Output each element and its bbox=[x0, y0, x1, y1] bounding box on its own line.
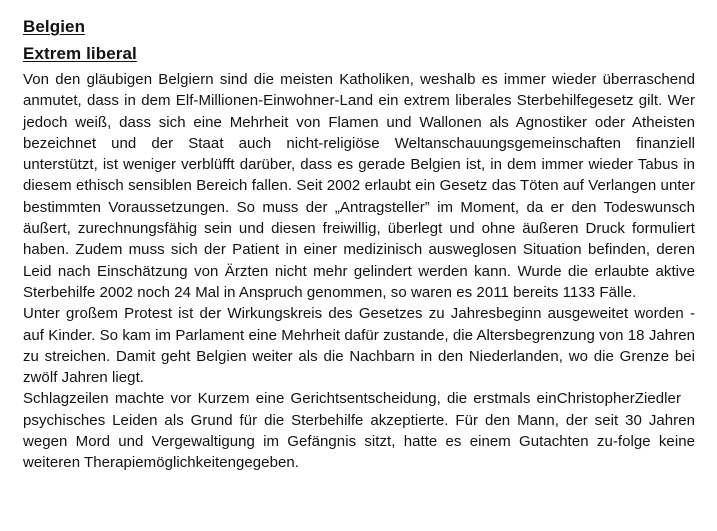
paragraph-intro: Von den gläubigen Belgiern sind die meisten Katholiken, weshalb es immer wieder überraschend anmutet, dass in dem Elf-Millionen-Einwohner-Land ein extrem liberales Sterbehilfegesetz gilt. Wer jedoch weiß, dass sich eine Mehrheit von Flamen und Wallonen als Agnostiker oder Atheisten bezeichnet und der Staat auch nicht-religiöse Weltanschauungsgemeinschaften finanziell unterstützt, ist weniger verblüfft darüber, dass es gerade Belgien ist, in dem immer wieder Tabus in diesem ethisch sensiblen Bereich fallen. Seit 2002 erlaubt ein Gesetz das Töten auf Verlangen unter bestimmten Voraussetzungen. So muss der „Antragsteller” im Moment, da er den Todeswunsch äußert, zurechnungsfähig sein und diesen freiwillig, überlegt und ohne äußeren Druck formuliert haben. Zudem muss sich der Patient in einer medizinisch ausweglosen Situation befinden, deren Leid nach Einschätzung von Ärzten nicht mehr gelindert werden kann. Wurde die erlaubte aktive Sterbehilfe 2002 noch 24 Mal in Anspruch genommen, so waren es 2011 bereits 1133 Fälle. bbox=[23, 71, 695, 301]
paragraph-law-expansion: Unter großem Protest ist der Wirkungskreis des Gesetzes zu Jahresbeginn ausgeweitet worden - auf Kinder. So kam im Parlament eine Mehrheit dafür zustande, die Altersbegrenzung von 18 Jahren zu streichen. Damit geht Belgien weiter als die Nachbarn in den Niederlanden, wo die Grenze bei zwölf Jahren liegt. bbox=[23, 305, 695, 387]
article-title: Belgien bbox=[23, 17, 86, 36]
paragraph-court-ruling bbox=[23, 388, 695, 473]
article bbox=[23, 13, 695, 474]
paragraph-court-ruling-text: Schlagzeilen machte vor Kurzem eine Gerichtsentscheidung, die erstmals ein psychisches Leiden als Grund für die Sterbehilfe akzeptierte. Für den Mann, der seit 30 Jahren wegen Mord und Vergewaltigung im Gefängnis sitzt, hatte es einem Gutachten zu-folge keine weiteren Therapiemöglichkeitengegeben. bbox=[23, 390, 695, 472]
article-subtitle: Extrem liberal bbox=[23, 44, 137, 63]
author-byline: ChristopherZiedler bbox=[556, 390, 681, 408]
